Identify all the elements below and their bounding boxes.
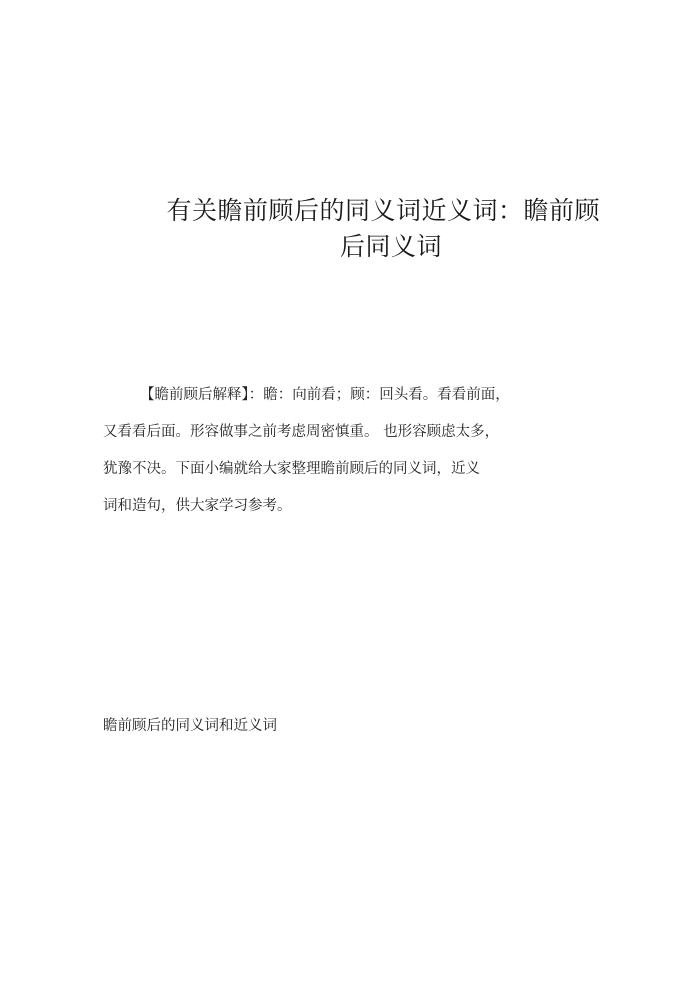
- paragraph-line: 又看看后面。形容做事之前考虑周密慎重。 也形容顾虑太多，: [103, 424, 500, 440]
- title-line-1: 有关瞻前顾后的同义词近义词：瞻前顾: [166, 196, 600, 225]
- paragraph-line: 犹豫不决。下面小编就给大家整理瞻前顾后的同义词，近义: [103, 461, 480, 477]
- section-heading: 瞻前顾后的同义词和近义词: [103, 718, 277, 734]
- page-title: [100, 193, 680, 261]
- title-line-2: 后同义词: [340, 232, 443, 261]
- paragraph-line: 词和造句，供大家学习参考。: [103, 498, 292, 514]
- paragraph-line: 【瞻前顾后解释】：瞻：向前看；顾：回头看。看看前面，: [140, 387, 510, 403]
- intro-paragraph: [103, 377, 573, 525]
